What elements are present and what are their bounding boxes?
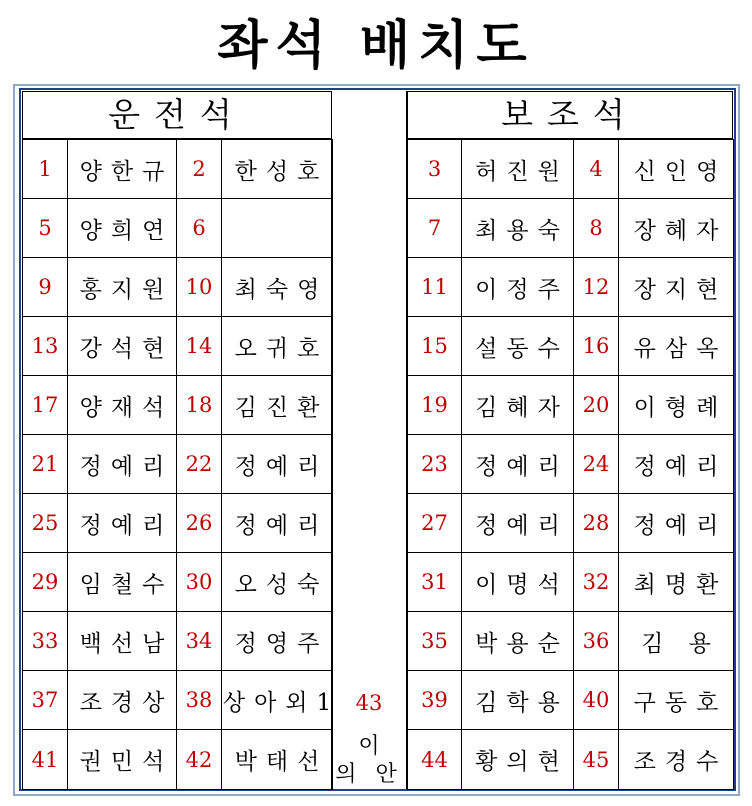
seat-occupant-name: 신인영 [618,139,734,199]
seat-occupant-name: 백선남 [67,611,177,671]
seat-occupant-name: 최용숙 [461,198,574,258]
seat-number: 40 [573,670,619,730]
seat-occupant-name: 정예리 [461,434,574,494]
seat-number: 36 [573,611,619,671]
seat-occupant-name: 권민석 [67,729,177,790]
seat-occupant-name: 이정주 [461,257,574,317]
seat-number: 20 [573,375,619,435]
seat-number: 32 [573,552,619,612]
seat-number: 4 [573,139,619,199]
seat-occupant-name: 조경수 [618,729,734,790]
seat-occupant-name: 유삼옥 [618,316,734,376]
seat-number: 30 [176,552,222,612]
seat-number: 44 [407,729,462,790]
driver-side-header: 운전석 [22,91,332,139]
seat-number: 24 [573,434,619,494]
seat-occupant-name: 정예리 [67,493,177,553]
seat-occupant-name: 황의현 [461,729,574,790]
seat-number: 41 [22,729,68,790]
seat-occupant-name: 박용순 [461,611,574,671]
seat-occupant-name: 박태선 [221,729,333,790]
seat-occupant-name [221,198,333,258]
aisle [331,91,407,789]
seat-number: 1 [22,139,68,199]
page-title: 좌석 배치도 [217,16,535,76]
seat-occupant-name: 장혜자 [618,198,734,258]
seat-number: 12 [573,257,619,317]
seat-number: 11 [407,257,462,317]
seat-occupant-name: 정예리 [67,434,177,494]
seat-number: 37 [22,670,68,730]
seat-number: 27 [407,493,462,553]
seat-number: 35 [407,611,462,671]
seat-number: 18 [176,375,222,435]
seat-number: 42 [176,729,222,790]
seat-number: 23 [407,434,462,494]
seat-number: 29 [22,552,68,612]
seat-occupant-name: 양한규 [67,139,177,199]
seat-occupant-name: 조경상 [67,670,177,730]
aisle-seat-label-line2: 의 안 [335,762,403,787]
seat-occupant-name: 강석현 [67,316,177,376]
seat-occupant-name: 이형례 [618,375,734,435]
seat-number: 3 [407,139,462,199]
seat-occupant-name: 정예리 [618,434,734,494]
seat-occupant-name: 정영주 [221,611,333,671]
seat-occupant-name: 허진원 [461,139,574,199]
seat-occupant-name: 구동호 [618,670,734,730]
seat-number: 39 [407,670,462,730]
seat-occupant-name: 이명석 [461,552,574,612]
seat-number: 22 [176,434,222,494]
seat-number: 8 [573,198,619,258]
seat-number: 25 [22,493,68,553]
seat-number: 28 [573,493,619,553]
passenger-side-header: 보조석 [407,91,733,139]
seat-occupant-name: 장지현 [618,257,734,317]
seat-occupant-name: 정예리 [618,493,734,553]
seat-occupant-name: 설동수 [461,316,574,376]
seat-occupant-name: 홍지원 [67,257,177,317]
seat-occupant-name: 김진환 [221,375,333,435]
seat-occupant-name: 김혜자 [461,375,574,435]
seat-number: 31 [407,552,462,612]
seat-occupant-name: 정예리 [221,434,333,494]
seat-number: 16 [573,316,619,376]
seat-occupant-name: 상아외1 [221,670,333,730]
seat-number: 13 [22,316,68,376]
seat-number: 17 [22,375,68,435]
seat-number: 45 [573,729,619,790]
seat-number: 21 [22,434,68,494]
seat-occupant-name: 정예리 [221,493,333,553]
seat-number: 6 [176,198,222,258]
seat-occupant-name: 한성호 [221,139,333,199]
aisle-seat-label-line1: 이 [358,734,380,759]
aisle-seat-number: 43 [355,691,383,715]
seat-number: 5 [22,198,68,258]
seat-number: 33 [22,611,68,671]
seat-number: 9 [22,257,68,317]
seat-number: 19 [407,375,462,435]
seat-number: 10 [176,257,222,317]
seat-number: 15 [407,316,462,376]
seat-occupant-name: 양희연 [67,198,177,258]
seat-grid [22,91,733,789]
seat-occupant-name: 오성숙 [221,552,333,612]
seat-occupant-name: 김학용 [461,670,574,730]
seat-number: 7 [407,198,462,258]
seat-occupant-name: 임철수 [67,552,177,612]
seat-occupant-name: 양재석 [67,375,177,435]
seat-occupant-name: 최숙영 [221,257,333,317]
seat-number: 14 [176,316,222,376]
seat-number: 38 [176,670,222,730]
seat-number: 34 [176,611,222,671]
seat-number: 26 [176,493,222,553]
seat-occupant-name: 정예리 [461,493,574,553]
seat-occupant-name: 오귀호 [221,316,333,376]
seat-occupant-name: 김 용 [618,611,734,671]
seat-occupant-name: 최명환 [618,552,734,612]
seat-number: 2 [176,139,222,199]
